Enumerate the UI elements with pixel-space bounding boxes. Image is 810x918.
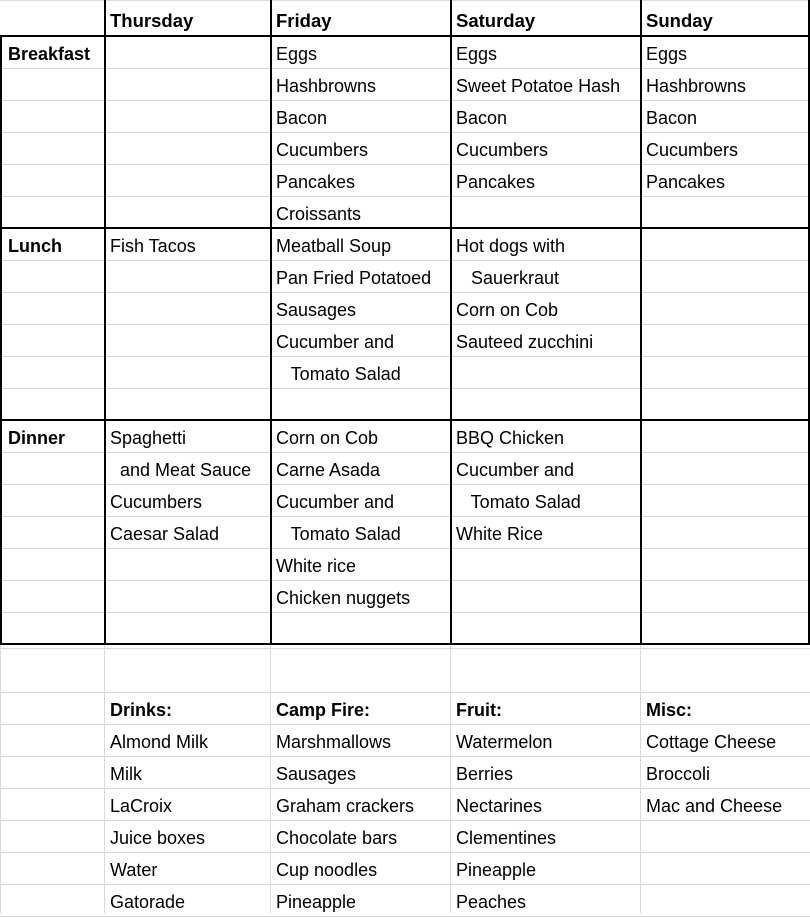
meal-item[interactable]: Chicken nuggets xyxy=(276,588,411,608)
meal-item[interactable]: Pancakes xyxy=(456,172,536,192)
gridline-horizontal xyxy=(0,692,810,693)
list-item[interactable]: Sausages xyxy=(276,764,357,784)
list-item[interactable]: Cottage Cheese xyxy=(646,732,777,752)
meal-item[interactable]: Tomato Salad xyxy=(456,492,581,512)
border-vertical xyxy=(450,0,452,645)
meal-item[interactable]: Hot dogs with xyxy=(456,236,566,256)
meal-item[interactable]: Cucumber and xyxy=(456,460,575,480)
day-header[interactable]: Friday xyxy=(276,10,332,31)
meal-item[interactable]: Meatball Soup xyxy=(276,236,392,256)
border-horizontal xyxy=(0,643,810,645)
list-item[interactable]: Marshmallows xyxy=(276,732,392,752)
list-item[interactable]: Gatorade xyxy=(110,892,186,912)
list-item[interactable]: Juice boxes xyxy=(110,828,206,848)
border-horizontal xyxy=(0,35,810,37)
meal-item[interactable]: Pan Fried Potatoed xyxy=(276,268,432,288)
meal-item[interactable]: Cucumber and xyxy=(276,332,395,352)
gridline-horizontal xyxy=(0,648,810,649)
day-header[interactable]: Saturday xyxy=(456,10,536,31)
list-item[interactable]: LaCroix xyxy=(110,796,173,816)
list-item[interactable]: Watermelon xyxy=(456,732,553,752)
meal-item[interactable]: Bacon xyxy=(276,108,328,128)
meal-item[interactable]: Cucumbers xyxy=(276,140,369,160)
meal-item[interactable]: White rice xyxy=(276,556,357,576)
meal-item[interactable]: Cucumber and xyxy=(276,492,395,512)
list-header[interactable]: Fruit: xyxy=(456,700,502,720)
border-vertical xyxy=(104,0,106,645)
gridline-horizontal xyxy=(0,0,810,1)
list-header[interactable]: Drinks: xyxy=(110,700,173,720)
day-header[interactable]: Sunday xyxy=(646,10,713,31)
meal-item[interactable]: Sweet Potatoe Hash xyxy=(456,76,621,96)
list-item[interactable]: Chocolate bars xyxy=(276,828,398,848)
meal-item[interactable]: Eggs xyxy=(646,44,688,64)
list-item[interactable]: Milk xyxy=(110,764,142,784)
meal-item[interactable]: Sausages xyxy=(276,300,357,320)
list-item[interactable]: Pineapple xyxy=(276,892,357,912)
meal-item[interactable]: Corn on Cob xyxy=(276,428,379,448)
list-item[interactable]: Almond Milk xyxy=(110,732,209,752)
list-item[interactable]: Water xyxy=(110,860,158,880)
meal-item[interactable]: Hashbrowns xyxy=(646,76,747,96)
border-vertical xyxy=(0,36,2,645)
border-horizontal xyxy=(0,227,810,229)
meal-item[interactable]: Croissants xyxy=(276,204,362,224)
meal-item[interactable]: Pancakes xyxy=(646,172,726,192)
meal-item[interactable]: Bacon xyxy=(646,108,698,128)
meal-item[interactable]: Tomato Salad xyxy=(276,524,401,544)
gridline-vertical xyxy=(0,644,1,913)
meal-item[interactable]: Caesar Salad xyxy=(110,524,220,544)
meal-item[interactable]: Cucumbers xyxy=(646,140,739,160)
list-header[interactable]: Camp Fire: xyxy=(276,700,371,720)
meal-item[interactable]: Eggs xyxy=(456,44,498,64)
meal-item[interactable]: Tomato Salad xyxy=(276,364,401,384)
meal-label[interactable]: Breakfast xyxy=(8,44,91,64)
meal-item[interactable]: Sauerkraut xyxy=(456,268,560,288)
meal-item[interactable]: BBQ Chicken xyxy=(456,428,565,448)
meal-item[interactable]: Bacon xyxy=(456,108,508,128)
meal-label[interactable]: Dinner xyxy=(8,428,66,448)
border-vertical xyxy=(640,0,642,645)
list-item[interactable]: Berries xyxy=(456,764,514,784)
meal-item[interactable]: Fish Tacos xyxy=(110,236,196,256)
meal-item[interactable]: Carne Asada xyxy=(276,460,381,480)
border-horizontal xyxy=(0,419,810,421)
meal-item[interactable]: Spaghetti xyxy=(110,428,187,448)
list-item[interactable]: Graham crackers xyxy=(276,796,415,816)
list-header[interactable]: Misc: xyxy=(646,700,693,720)
meal-item[interactable]: Cucumbers xyxy=(456,140,549,160)
meal-item[interactable]: Pancakes xyxy=(276,172,356,192)
list-item[interactable]: Clementines xyxy=(456,828,557,848)
list-item[interactable]: Cup noodles xyxy=(276,860,378,880)
meal-item[interactable]: Eggs xyxy=(276,44,318,64)
meal-item[interactable]: Corn on Cob xyxy=(456,300,559,320)
meal-label[interactable]: Lunch xyxy=(8,236,62,256)
list-item[interactable]: Mac and Cheese xyxy=(646,796,783,816)
meal-item[interactable]: White Rice xyxy=(456,524,544,544)
meal-item[interactable]: Cucumbers xyxy=(110,492,203,512)
list-item[interactable]: Peaches xyxy=(456,892,527,912)
meal-item[interactable]: Hashbrowns xyxy=(276,76,377,96)
border-vertical xyxy=(270,0,272,645)
meal-item[interactable]: Sauteed zucchini xyxy=(456,332,594,352)
list-item[interactable]: Broccoli xyxy=(646,764,711,784)
meal-item[interactable]: and Meat Sauce xyxy=(110,460,252,480)
list-item[interactable]: Nectarines xyxy=(456,796,543,816)
list-item[interactable]: Pineapple xyxy=(456,860,537,880)
day-header[interactable]: Thursday xyxy=(110,10,194,31)
